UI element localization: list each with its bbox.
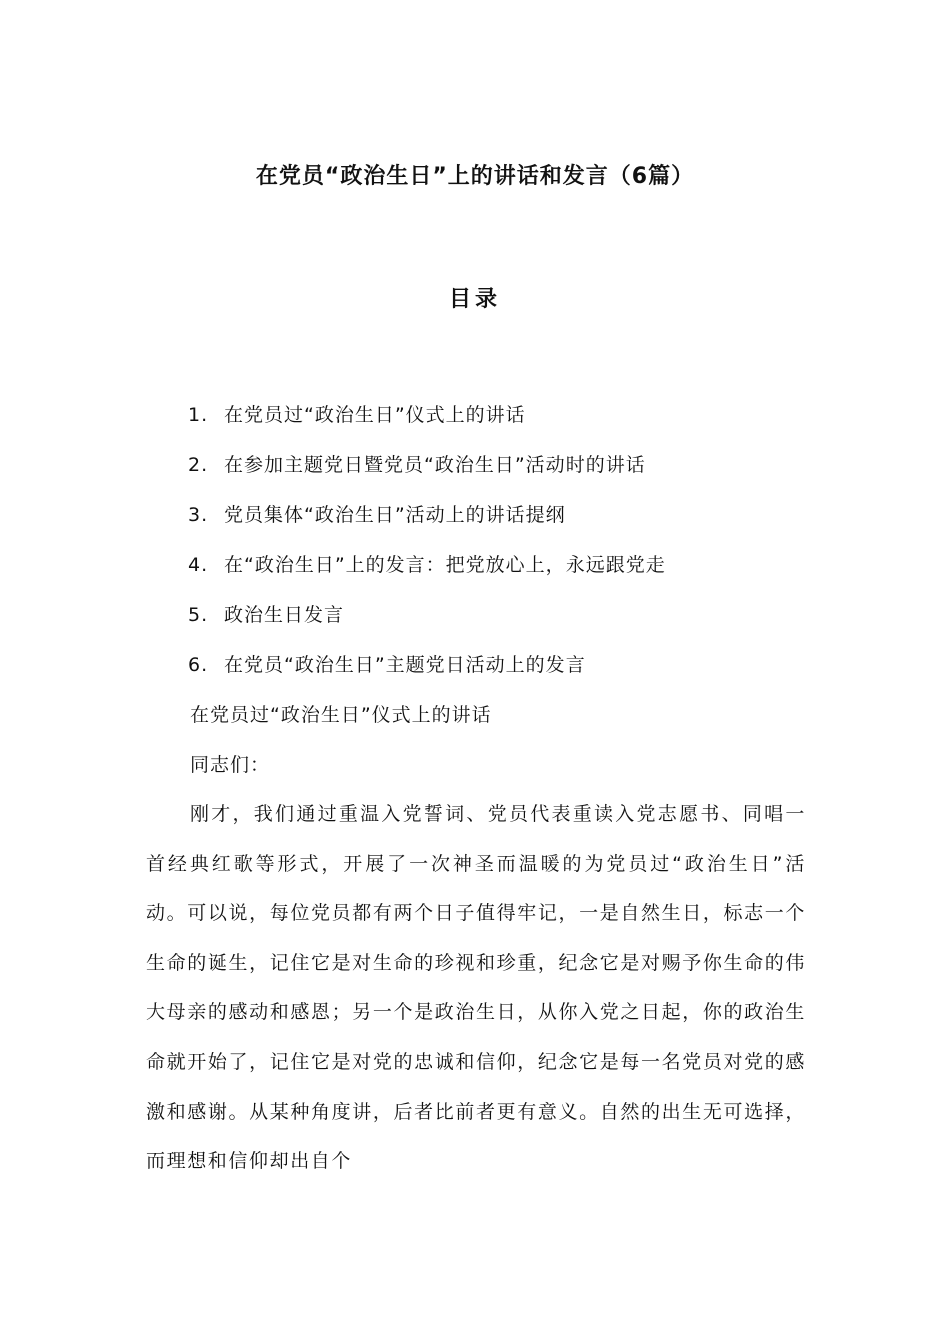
toc-number: 4. (188, 554, 209, 576)
toc-number: 2. (188, 454, 209, 476)
document-title: 在党员“政治生日”上的讲话和发言（6篇） (255, 164, 695, 189)
toc-text: 政治生日发言 (224, 604, 345, 626)
toc-text: 党员集体“政治生日”活动上的讲话提纲 (224, 504, 566, 526)
body-paragraph: 刚才，我们通过重温入党誓词、党员代表重读入党志愿书、同唱一首经典红歌等形式，开展了一次神圣而温暖的为党员过“政治生日”活动。可以说，每位党员都有两个日子值得牢记，一是自然生日，标志一个生命的诞生，记住它是对生命的珍视和珍重，纪念它是对赐予你生命的伟大母亲的感动和感恩；另一个是政治生日，从你入党之日起，你的政治生命就开始了，记住它是对党的忠诚和信仰，纪念它是每一名党员对党的感激和感谢。从某种角度讲，后者比前者更有意义。自然的出生无可选择，而理想和信仰却出自个 (146, 803, 806, 1173)
toc-item-1 (188, 397, 666, 447)
toc-number: 5. (188, 604, 209, 626)
toc-item-2 (188, 447, 666, 497)
toc-number: 6. (188, 654, 209, 676)
toc-item-4 (188, 547, 666, 597)
toc-number: 3. (188, 504, 209, 526)
toc-item-3 (188, 497, 666, 547)
salutation: 同志们： (190, 754, 271, 776)
toc-text: 在党员“政治生日”主题党日活动上的发言 (224, 654, 586, 676)
toc-text: 在“政治生日”上的发言：把党放心上，永远跟党走 (224, 554, 666, 576)
toc-text: 在参加主题党日暨党员“政治生日”活动时的讲话 (224, 454, 646, 476)
toc-item-6 (188, 647, 666, 697)
toc-heading: 目录 (448, 287, 501, 312)
toc-number: 1. (188, 404, 209, 426)
table-of-contents (188, 397, 666, 697)
toc-item-5 (188, 597, 666, 647)
speech-title: 在党员过“政治生日”仪式上的讲话 (190, 704, 492, 726)
toc-text: 在党员过“政治生日”仪式上的讲话 (224, 404, 526, 426)
